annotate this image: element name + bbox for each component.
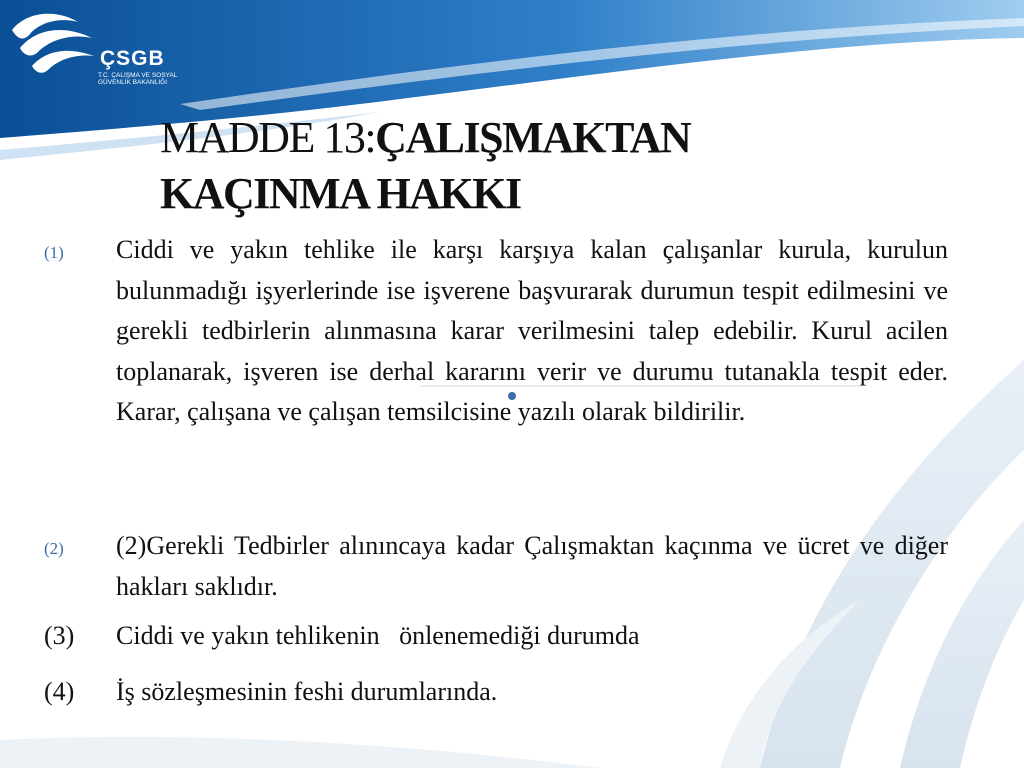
list-item-4 <box>44 672 948 716</box>
title-emphasis-line2: KAÇINMA HAKKI <box>160 169 521 218</box>
list-item-text: (2)Gerekli Tedbirler alınıncaya kadar Çalışmaktan kaçınma ve ücret ve diğer hakları saklıdır. <box>116 531 948 601</box>
logo-subtitle: T.C. ÇALIŞMA VE SOSYAL GÜVENLİK BAKANLIĞI <box>98 72 178 86</box>
list-item-number: (1) <box>44 243 64 262</box>
list-item-number: (2) <box>44 539 64 558</box>
list-item-number: (4) <box>44 677 75 706</box>
logo-name: ÇSGB <box>100 47 165 70</box>
title-emphasis-line1: ÇALIŞMAKTAN <box>375 113 691 162</box>
list-item-2 <box>44 526 948 611</box>
list-item-1 <box>44 230 948 520</box>
ministry-logo <box>8 8 178 100</box>
list-item-number: (3) <box>44 621 75 650</box>
csgb-logo-mark-icon <box>8 8 100 78</box>
list-item-text: Ciddi ve yakın tehlike ile karşı karşıya kalan çalışanlar kurula, kurulun bulunmadığı işyerlerinde ise işverene başvurarak durumun tespit edilmesini ve gerekli tedbirlerin alınmasına karar verilmesini talep edebilir. Kurul acilen toplanarak, işveren ise derhal kararını verir ve durumu tutanakla tespit eder. Karar, çalışana ve çalışan temsilcisine yazılı olarak bildirilir. <box>116 235 948 426</box>
page-title <box>160 110 800 222</box>
list-item-3 <box>44 616 948 660</box>
list-item-text: Ciddi ve yakın tehlikenin önlenemediği durumda <box>116 621 640 650</box>
title-prefix: MADDE 13: <box>160 113 376 162</box>
list-item-text: İş sözleşmesinin feshi durumlarında. <box>116 677 498 706</box>
